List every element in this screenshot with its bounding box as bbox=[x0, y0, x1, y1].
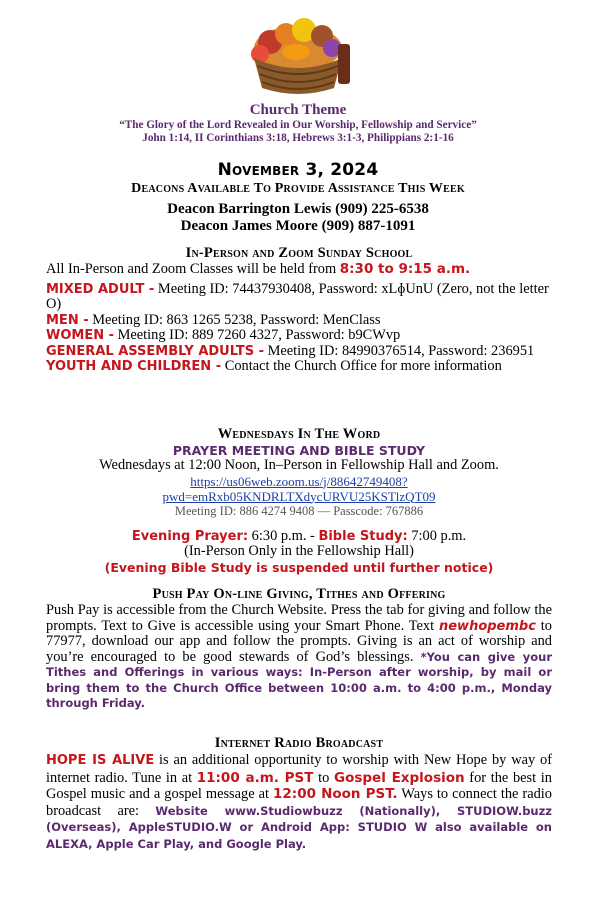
sunday-school-heading: In-Person and Zoom Sunday School bbox=[185, 245, 413, 261]
radio-time: 12:00 Noon PST. bbox=[273, 786, 398, 802]
radio-time: 11:00 a.m. PST bbox=[196, 769, 314, 786]
deacon-name: Deacon James Moore (909) 887-1091 bbox=[180, 218, 416, 234]
giving-options: *You can give your Tithes and Offerings in various ways: In-Person after worship, by mail or bring them to the Church Office between 10:00 a.m. to 4:00 p.m., Monday through Friday. bbox=[46, 649, 553, 710]
text-keyword: newhopembc bbox=[438, 618, 536, 634]
class-item bbox=[46, 344, 552, 360]
wednesdays-subheading: PRAYER MEETING AND BIBLE STUDY bbox=[172, 443, 426, 458]
radio-text: HOPE IS ALIVE is an additional opportunity to worship with New Hope by way of internet radio. Tune in at 11:00 a.m. PST to Gospel Explosion for the best in Gospel music and a gospel message at 12:00 Noon PST. Ways to connect the radio broadcast are: Website www.Studiowbuzz (Nationally), STUDIOW.buzz (Overseas), AppleSTUDIO.W or Android App: STUDIO W also available on ALEXA, Apple Car Play, and Google Play. bbox=[46, 752, 552, 851]
theme-title: Church Theme bbox=[249, 102, 347, 118]
deacons-heading: Deacons Available To Provide Assistance This Week bbox=[131, 181, 465, 196]
hope-is-alive: HOPE IS ALIVE bbox=[46, 753, 155, 768]
zoom-link[interactable]: pwd=emRxb05KNDRLTXdycURVU25KSTlzQT09 bbox=[162, 488, 436, 504]
class-details: Meeting ID: 84990376514, Password: 236951 bbox=[264, 342, 535, 359]
class-name: GENERAL ASSEMBLY ADULTS - bbox=[46, 343, 265, 359]
class-details: Meeting ID: 889 7260 4327, Password: b9CWvp bbox=[114, 327, 401, 343]
class-name: YOUTH AND CHILDREN - bbox=[46, 359, 222, 374]
class-item bbox=[46, 282, 552, 313]
radio-heading: Internet Radio Broadcast bbox=[214, 735, 384, 751]
evening-prayer-label: Evening Prayer: bbox=[131, 528, 249, 544]
deacon-name: Deacon Barrington Lewis (909) 225-6538 bbox=[167, 201, 429, 217]
evening-schedule: Evening Prayer: 6:30 p.m. - Bible Study: 7:00 p.m. bbox=[131, 527, 467, 544]
bible-study-label: Bible Study: bbox=[318, 528, 408, 544]
class-name: MEN - bbox=[46, 312, 89, 328]
class-details: Meeting ID: 74437930408, Password: xLɸUnU (Zero, not the letter O) bbox=[46, 280, 549, 312]
suspended-notice: (Evening Bible Study is suspended until further notice) bbox=[104, 559, 494, 575]
giving-text: Push Pay is accessible from the Church Website. Press the tab for giving and follow the prompts. Text to Give is accessible using your Smart Phone. Text newhopembc to 77977, download our app and follow the prompts. Giving is an act of worship and you’re encouraged to be good stewards of God’s blessings. *You can give your Tithes and Offerings in various ways: In-Person after worship, by mail or bring them to the Church Office between 10:00 a.m. to 4:00 p.m., Monday through Friday. bbox=[46, 602, 553, 710]
theme-quote: “The Glory of the Lord Revealed in Our Worship, Fellowship and Service” bbox=[119, 119, 477, 131]
giving-heading: Push Pay On-line Giving, Tithes and Offering bbox=[152, 586, 446, 602]
radio-connect-options: Website www.Studiowbuzz (Nationally), STUDIOW.buzz (Overseas), AppleSTUDIO.W or Android App: STUDIO W also available on ALEXA, Apple Car Play, and Google Play. bbox=[46, 803, 552, 851]
radio-show: Gospel Explosion bbox=[334, 769, 465, 786]
harvest-basket-image bbox=[240, 8, 356, 100]
class-item bbox=[46, 359, 552, 375]
class-details: Contact the Church Office for more information bbox=[221, 358, 502, 374]
theme-scriptures: John 1:14, II Corinthians 3:18, Hebrews 3:1-3, Philippians 2:1-16 bbox=[142, 132, 454, 144]
class-item bbox=[46, 313, 552, 329]
sunday-school-time: 8:30 to 9:15 a.m. bbox=[339, 261, 471, 277]
class-details: Meeting ID: 863 1265 5238, Password: MenClass bbox=[88, 311, 381, 328]
class-name: WOMEN - bbox=[46, 328, 115, 343]
service-date: November 3, 2024 bbox=[217, 160, 379, 180]
class-item bbox=[46, 328, 552, 344]
wednesdays-line: Wednesdays at 12:00 Noon, In–Person in Fellowship Hall and Zoom. bbox=[99, 457, 499, 473]
evening-location: (In-Person Only in the Fellowship Hall) bbox=[184, 543, 414, 559]
wednesdays-heading: Wednesdays In The Word bbox=[217, 426, 381, 442]
class-name: MIXED ADULT - bbox=[46, 281, 155, 297]
zoom-link[interactable]: https://us06web.zoom.us/j/88642749408? bbox=[190, 473, 408, 489]
sunday-school-intro: All In-Person and Zoom Classes will be held from 8:30 to 9:15 a.m. bbox=[46, 261, 471, 277]
zoom-meeting-info: Meeting ID: 886 4274 9408 — Passcode: 767886 bbox=[174, 503, 424, 518]
